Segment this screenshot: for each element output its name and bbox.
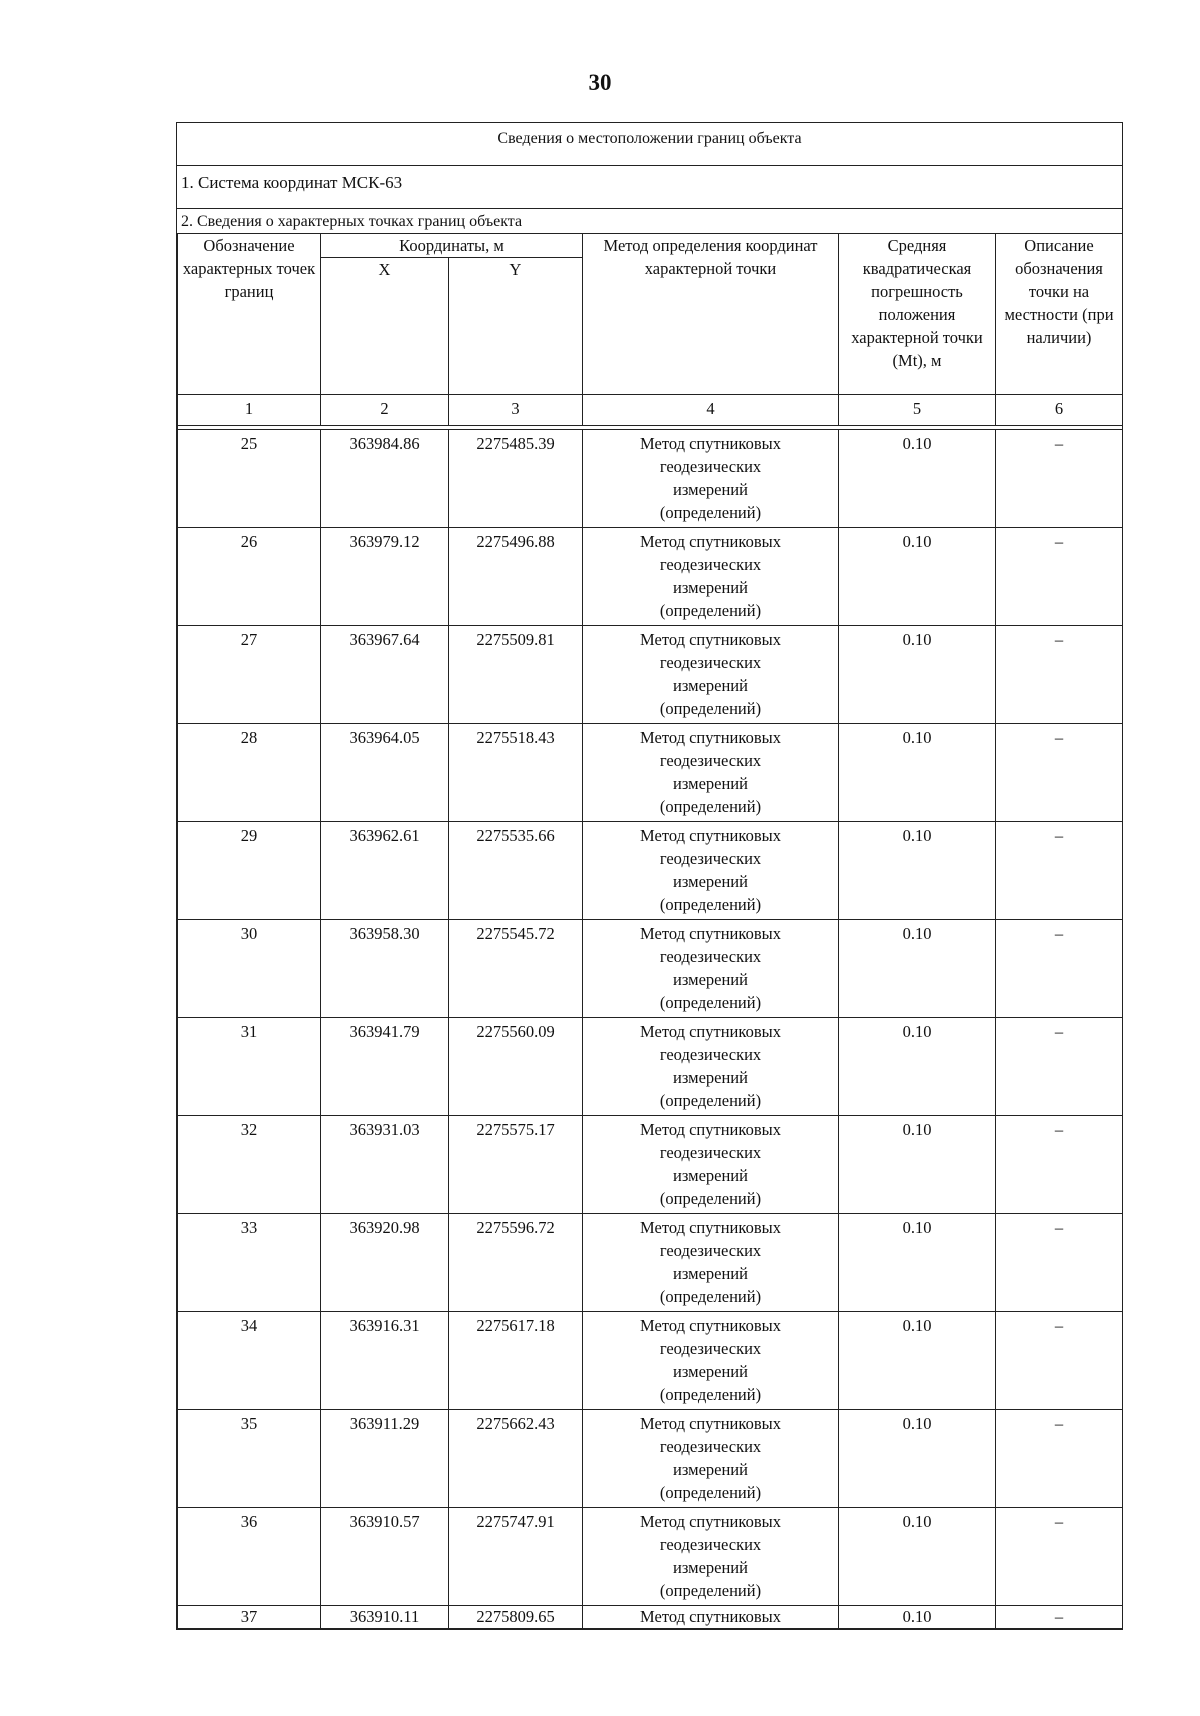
point-description: –: [996, 1018, 1123, 1116]
coordinate-y: 2275596.72: [449, 1214, 583, 1312]
method-text: (определений): [659, 1483, 762, 1502]
table-row: [178, 528, 1123, 626]
table-row: [178, 822, 1123, 920]
method-cell: [583, 1116, 839, 1214]
header-method: Метод определения координат характерной точки: [583, 234, 839, 395]
method-text: (определений): [659, 1189, 762, 1208]
table-row: [178, 430, 1123, 528]
method-text: (определений): [659, 797, 762, 816]
coordinate-x: 363931.03: [321, 1116, 449, 1214]
method-text: измерений: [673, 1558, 748, 1577]
method-text: (определений): [659, 895, 762, 914]
coordinate-y: 2275485.39: [449, 430, 583, 528]
method-text: Метод спутниковых: [640, 532, 781, 551]
point-description: –: [996, 1508, 1123, 1606]
column-number: 4: [583, 395, 839, 426]
coordinate-x: 363962.61: [321, 822, 449, 920]
coordinate-x: 363916.31: [321, 1312, 449, 1410]
method-cell: [583, 822, 839, 920]
point-number: 30: [178, 920, 321, 1018]
method-text: геодезических: [659, 1437, 762, 1456]
method-text: (определений): [659, 601, 762, 620]
method-text: измерений: [673, 578, 748, 597]
method-text: Метод спутниковых: [640, 1512, 781, 1531]
method-text: измерений: [673, 676, 748, 695]
point-description: –: [996, 1214, 1123, 1312]
error-value: 0.10: [839, 1508, 996, 1606]
point-description: –: [996, 920, 1123, 1018]
coordinate-y: 2275535.66: [449, 822, 583, 920]
method-cell: [583, 1410, 839, 1508]
method-text: измерений: [673, 1068, 748, 1087]
point-number: 32: [178, 1116, 321, 1214]
point-number: 34: [178, 1312, 321, 1410]
table-row: [178, 724, 1123, 822]
method-cell: [583, 724, 839, 822]
coordinate-y: 2275809.65: [449, 1606, 583, 1629]
method-text: измерений: [673, 480, 748, 499]
method-text: измерений: [673, 774, 748, 793]
point-number: 36: [178, 1508, 321, 1606]
point-number: 37: [178, 1606, 321, 1629]
table-row: [178, 1606, 1123, 1629]
column-number: 2: [321, 395, 449, 426]
method-text: Метод спутниковых: [640, 826, 781, 845]
method-text: геодезических: [659, 653, 762, 672]
column-number: 5: [839, 395, 996, 426]
method-text: Метод спутниковых: [640, 1316, 781, 1335]
coordinate-x: 363984.86: [321, 430, 449, 528]
method-cell: [583, 1214, 839, 1312]
point-number: 25: [178, 430, 321, 528]
method-text: (определений): [659, 503, 762, 522]
error-value: 0.10: [839, 920, 996, 1018]
method-text: измерений: [673, 872, 748, 891]
coordinate-x: 363958.30: [321, 920, 449, 1018]
error-value: 0.10: [839, 724, 996, 822]
error-value: 0.10: [839, 430, 996, 528]
point-description: –: [996, 1312, 1123, 1410]
method-text: (определений): [659, 1385, 762, 1404]
point-number: 35: [178, 1410, 321, 1508]
method-text: Метод спутниковых: [640, 728, 781, 747]
method-text: (определений): [659, 1091, 762, 1110]
method-text: Метод спутниковых: [640, 924, 781, 943]
coordinate-x: 363941.79: [321, 1018, 449, 1116]
method-text: геодезических: [659, 1045, 762, 1064]
table-row: [178, 1214, 1123, 1312]
method-text: измерений: [673, 1460, 748, 1479]
header-y: Y: [449, 258, 583, 395]
point-description: –: [996, 430, 1123, 528]
method-cell: [583, 430, 839, 528]
table-row: [178, 1410, 1123, 1508]
boundary-info-block: [176, 122, 1123, 1630]
table-row: [178, 626, 1123, 724]
method-text: геодезических: [659, 555, 762, 574]
point-number: 33: [178, 1214, 321, 1312]
method-cell: [583, 1018, 839, 1116]
point-number: 31: [178, 1018, 321, 1116]
method-text: (определений): [659, 1581, 762, 1600]
error-value: 0.10: [839, 1606, 996, 1629]
method-text: геодезических: [659, 947, 762, 966]
method-cell: [583, 528, 839, 626]
table-header-row-1: [178, 234, 1123, 258]
error-value: 0.10: [839, 1116, 996, 1214]
method-cell: [583, 1508, 839, 1606]
page-number: 30: [588, 70, 612, 95]
method-text: (определений): [659, 993, 762, 1012]
section-title: Сведения о местоположении границ объекта: [177, 123, 1122, 166]
error-value: 0.10: [839, 822, 996, 920]
point-description: –: [996, 1410, 1123, 1508]
point-description: –: [996, 528, 1123, 626]
method-text: геодезических: [659, 849, 762, 868]
error-value: 0.10: [839, 1018, 996, 1116]
method-cell: Метод спутниковых: [583, 1606, 839, 1629]
point-description: –: [996, 1606, 1123, 1629]
point-description: –: [996, 822, 1123, 920]
method-text: измерений: [673, 970, 748, 989]
method-cell: [583, 920, 839, 1018]
table-row: [178, 1116, 1123, 1214]
column-number-row: [178, 395, 1123, 426]
header-x: X: [321, 258, 449, 395]
method-text: Метод спутниковых: [640, 1120, 781, 1139]
error-value: 0.10: [839, 528, 996, 626]
point-number: 29: [178, 822, 321, 920]
point-description: –: [996, 626, 1123, 724]
header-error: Средняя квадратическая погрешность положения характерной точки (Mt), м: [839, 234, 996, 395]
method-cell: [583, 1312, 839, 1410]
coordinate-y: 2275560.09: [449, 1018, 583, 1116]
points-heading: 2. Сведения о характерных точках границ объекта: [181, 213, 523, 230]
method-text: измерений: [673, 1166, 748, 1185]
table-row: [178, 1508, 1123, 1606]
coordinate-y: 2275747.91: [449, 1508, 583, 1606]
point-number: 28: [178, 724, 321, 822]
column-number: 1: [178, 395, 321, 426]
coordinate-y: 2275575.17: [449, 1116, 583, 1214]
point-description: –: [996, 1116, 1123, 1214]
coordinate-x: 363920.98: [321, 1214, 449, 1312]
error-value: 0.10: [839, 1410, 996, 1508]
method-text: измерений: [673, 1362, 748, 1381]
error-value: 0.10: [839, 626, 996, 724]
method-text: Метод спутниковых: [640, 1022, 781, 1041]
table-row: [178, 1018, 1123, 1116]
method-text: Метод спутниковых: [640, 1218, 781, 1237]
point-number: 26: [178, 528, 321, 626]
coordinate-y: 2275509.81: [449, 626, 583, 724]
coordinate-x: 363910.11: [321, 1606, 449, 1629]
coordinate-x: 363964.05: [321, 724, 449, 822]
error-value: 0.10: [839, 1214, 996, 1312]
method-cell: [583, 626, 839, 724]
coordinate-system: 1. Система координат МСК-63: [177, 166, 1122, 209]
method-text: геодезических: [659, 1535, 762, 1554]
boundary-points-table: [177, 233, 1123, 1629]
table-row: [178, 1312, 1123, 1410]
column-number: 6: [996, 395, 1123, 426]
coordinate-y: 2275662.43: [449, 1410, 583, 1508]
method-text: геодезических: [659, 457, 762, 476]
point-description: –: [996, 724, 1123, 822]
coordinate-y: 2275496.88: [449, 528, 583, 626]
header-description: Описание обозначения точки на местности (при наличии): [996, 234, 1123, 395]
coordinate-x: 363910.57: [321, 1508, 449, 1606]
column-number: 3: [449, 395, 583, 426]
table-row: [178, 920, 1123, 1018]
method-text: геодезических: [659, 1143, 762, 1162]
error-value: 0.10: [839, 1312, 996, 1410]
method-text: геодезических: [659, 1339, 762, 1358]
method-text: (определений): [659, 1287, 762, 1306]
coordinate-x: 363967.64: [321, 626, 449, 724]
coordinate-x: 363911.29: [321, 1410, 449, 1508]
coordinate-y: 2275518.43: [449, 724, 583, 822]
coordinate-x: 363979.12: [321, 528, 449, 626]
header-designation: Обозначение характерных точек границ: [178, 234, 321, 395]
point-number: 27: [178, 626, 321, 724]
method-text: геодезических: [659, 1241, 762, 1260]
coordinate-y: 2275617.18: [449, 1312, 583, 1410]
method-text: геодезических: [659, 751, 762, 770]
method-text: Метод спутниковых: [640, 1414, 781, 1433]
method-text: Метод спутниковых: [640, 630, 781, 649]
method-text: (определений): [659, 699, 762, 718]
header-coordinates: Координаты, м: [321, 234, 583, 258]
coordinate-y: 2275545.72: [449, 920, 583, 1018]
method-text: Метод спутниковых: [640, 434, 781, 453]
method-text: измерений: [673, 1264, 748, 1283]
